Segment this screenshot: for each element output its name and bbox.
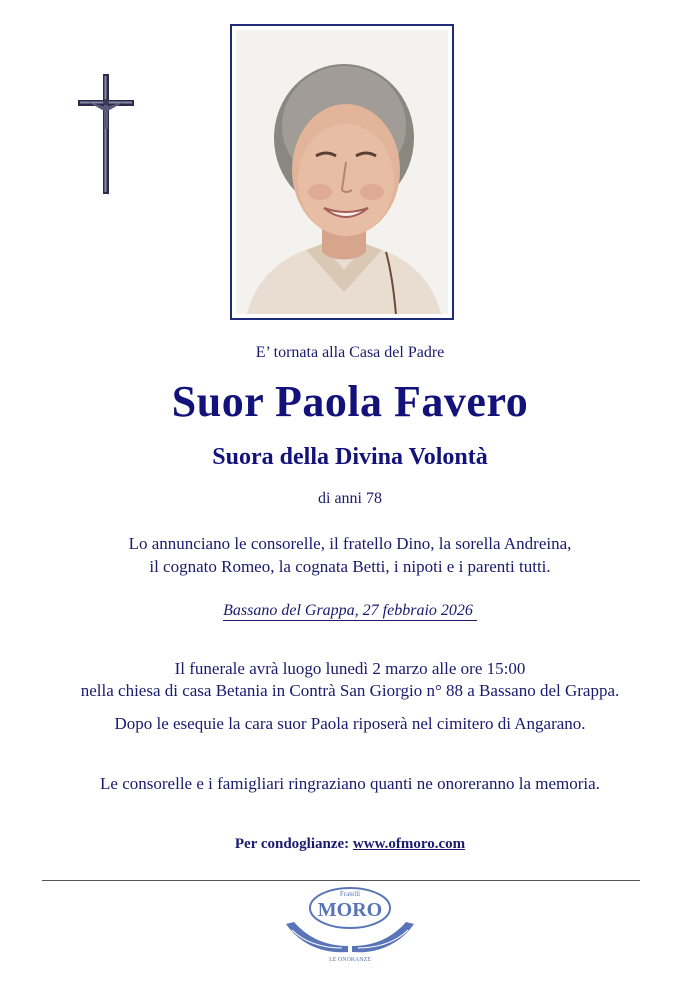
condolences-label: Per condoglianze: xyxy=(234,836,350,852)
portrait-photo xyxy=(230,24,454,320)
place-date-text: Bassano del Grappa, 27 febbraio 2026 xyxy=(223,602,477,621)
logo-main-text: MORO xyxy=(317,899,383,921)
announcement-line: il cognato Romeo, la cognata Betti, i nipoti e i parenti tutti. xyxy=(149,557,551,576)
condolences-link[interactable]: www.ofmoro.com xyxy=(352,836,466,852)
announcement xyxy=(0,532,700,578)
logo-top-text: Fratelli xyxy=(339,890,361,898)
funeral-line: nella chiesa di casa Betania in Contrà San Giorgio n° 88 a Bassano del Grappa. xyxy=(80,681,620,700)
funeral-info xyxy=(0,658,700,702)
crucifix-icon xyxy=(76,72,136,198)
age-text: di anni 78 xyxy=(318,490,382,507)
burial-info: Dopo le esequie la cara suor Paola riposerà nel cimitero di Angarano. xyxy=(114,714,586,733)
deceased-name: Suor Paola Favero xyxy=(171,377,529,426)
fratelli-moro-logo xyxy=(282,884,418,964)
place-date xyxy=(0,602,700,620)
intro-text: E’ tornata alla Casa del Padre xyxy=(255,344,445,361)
logo-bottom-text: LE ONORANZE xyxy=(329,957,371,963)
funeral-line: Il funerale avrà luogo lunedì 2 marzo alle ore 15:00 xyxy=(174,659,526,678)
condolences xyxy=(0,836,700,853)
thanks-text: Le consorelle e i famigliari ringraziano quanti ne onoreranno la memoria. xyxy=(100,774,600,793)
announcement-line: Lo annunciano le consorelle, il fratello Dino, la sorella Andreina, xyxy=(128,534,572,553)
portrait-image xyxy=(236,30,448,314)
religious-title: Suora della Divina Volontà xyxy=(212,444,488,470)
divider xyxy=(42,880,640,881)
